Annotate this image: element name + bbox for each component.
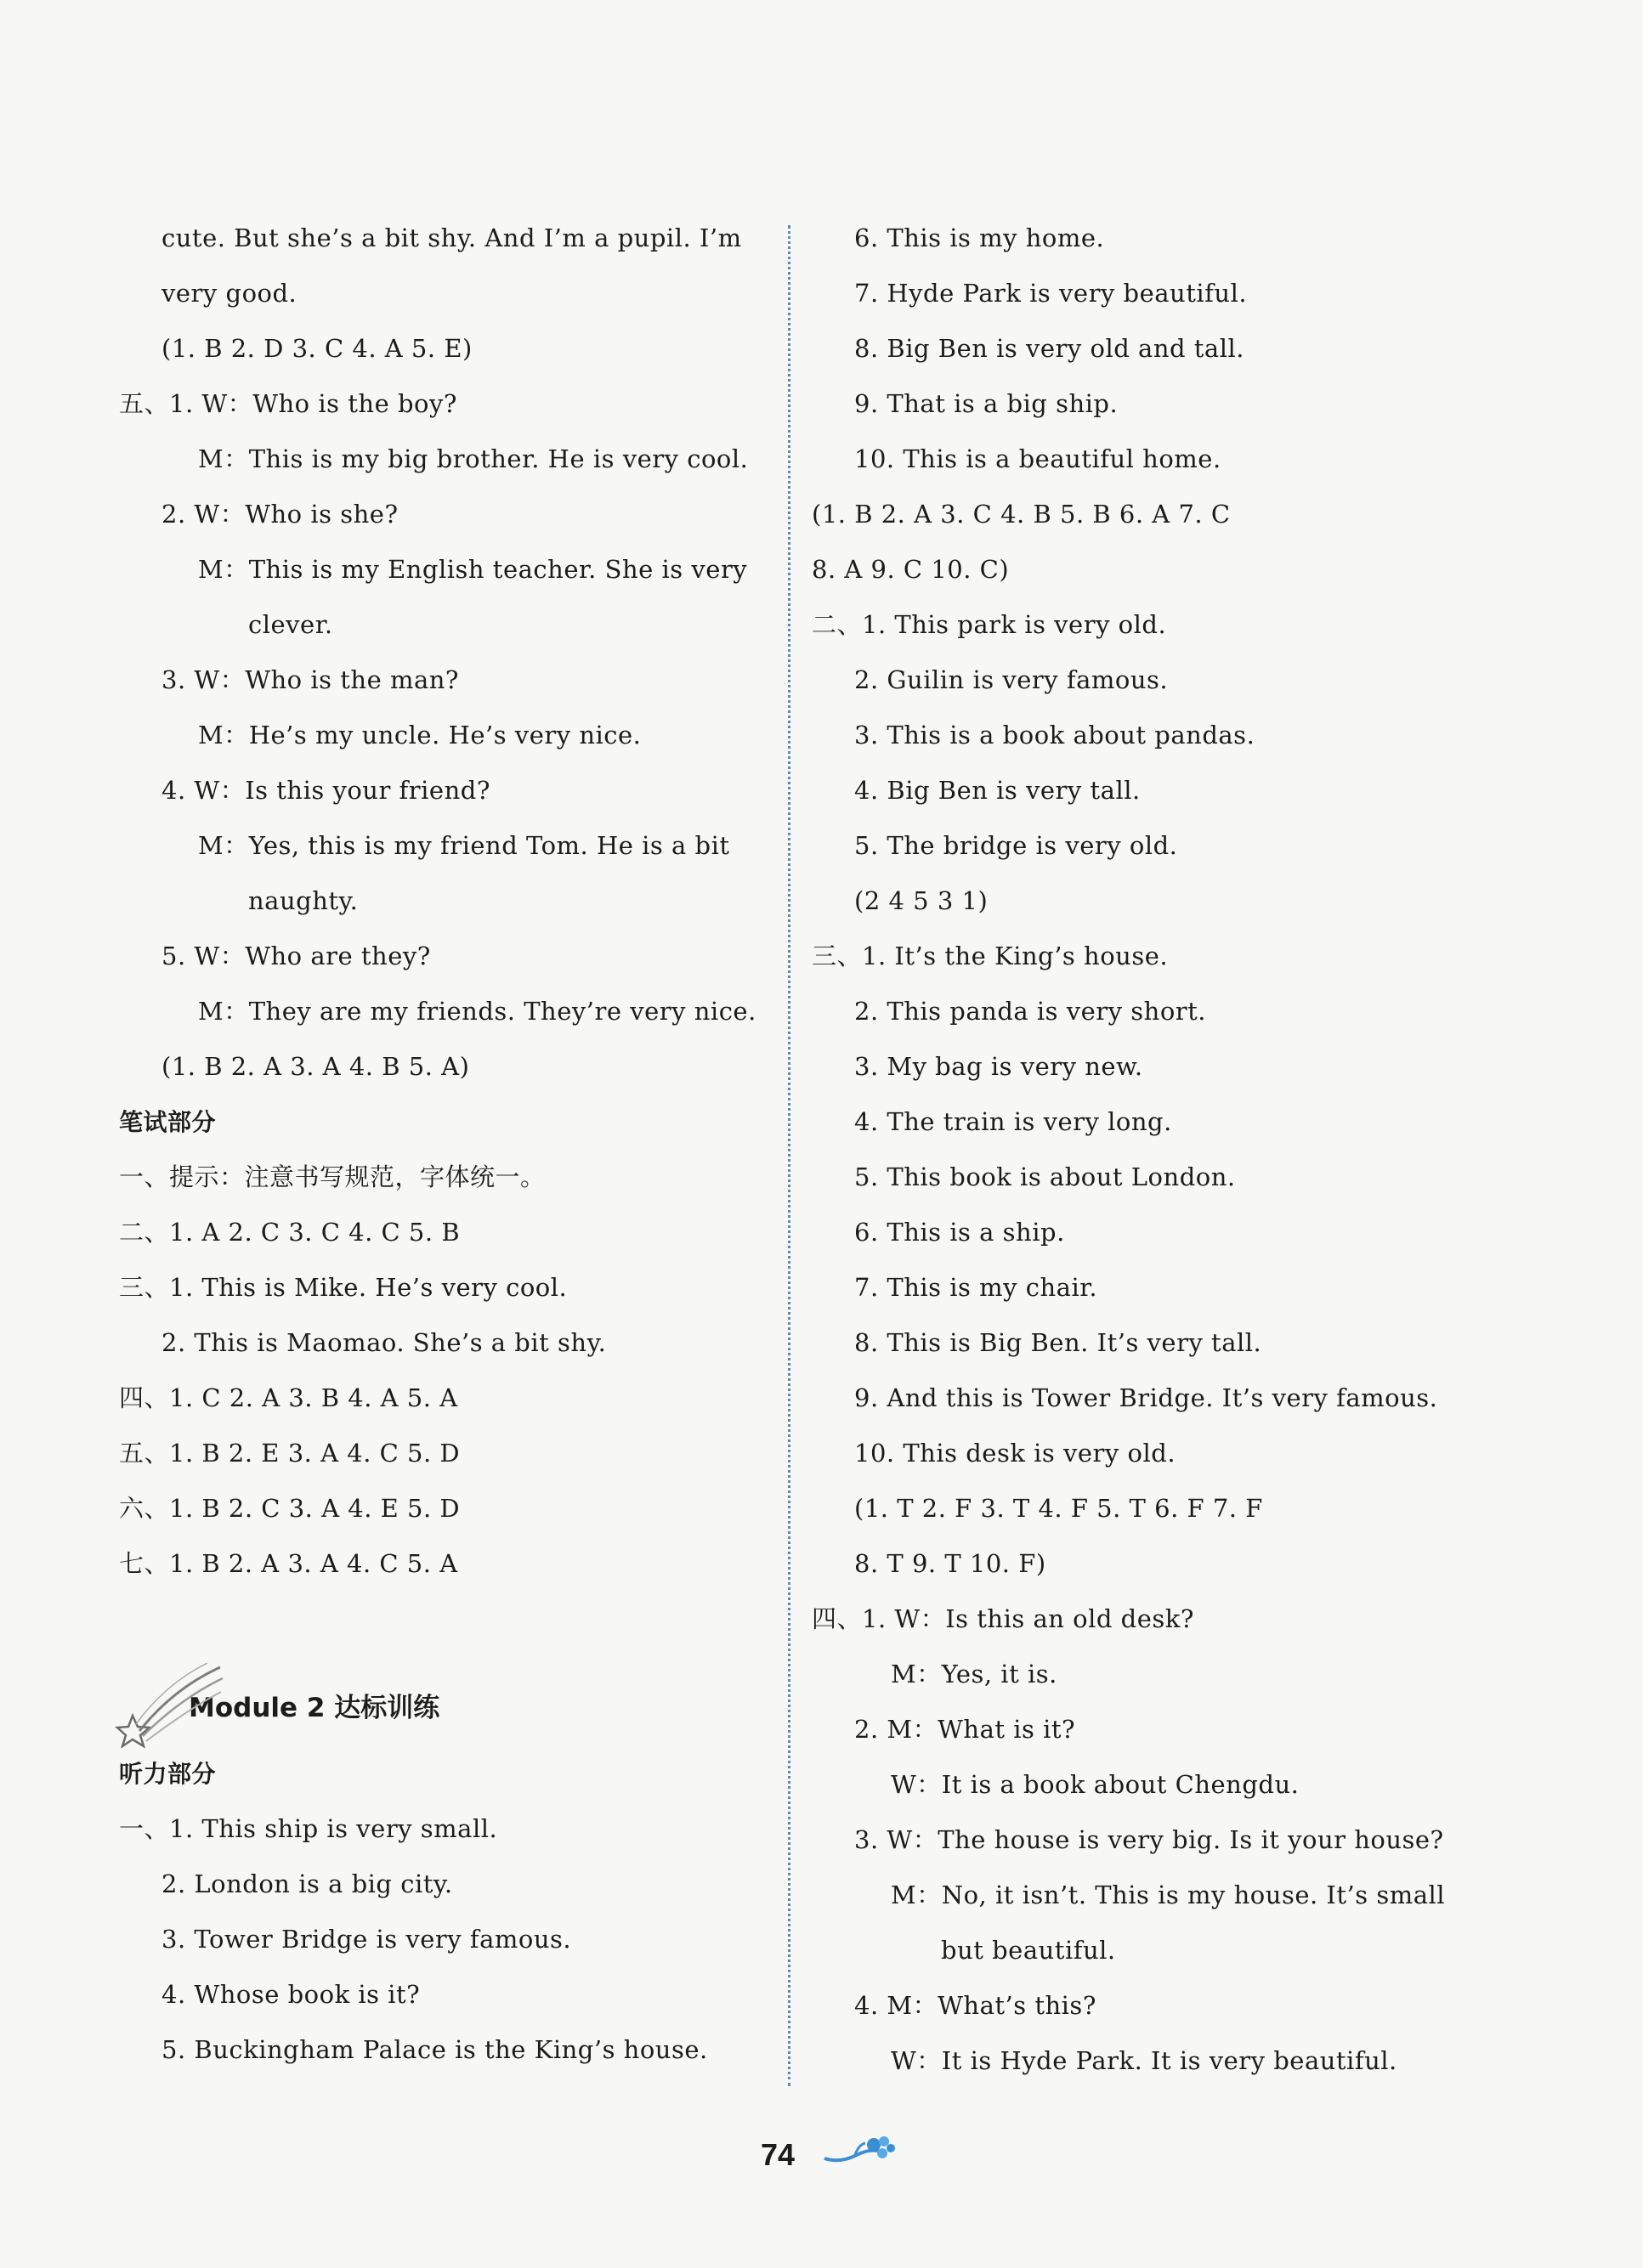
section-2-q1: 二、1. This park is very old. — [812, 610, 1167, 639]
column-divider — [788, 225, 790, 2086]
dialogue-line: M：They are my friends. They’re very nice. — [198, 997, 756, 1026]
section-5-answers: 五、1. B 2. E 3. A 4. C 5. D — [119, 1439, 461, 1468]
listening-q4: 4. Whose book is it? — [161, 1980, 421, 2009]
section-3-q5: 5. This book is about London. — [854, 1162, 1236, 1191]
dialogue-q2: 2. W：Who is she? — [161, 500, 399, 529]
flower-vine-icon — [823, 2133, 899, 2175]
section-5-q1: 五、1. W：Who is the boy? — [119, 389, 457, 418]
listening-q7: 7. Hyde Park is very beautiful. — [854, 279, 1248, 308]
section-2-q3: 3. This is a book about pandas. — [854, 721, 1255, 749]
section-4-answers: 四、1. C 2. A 3. B 4. A 5. A — [119, 1383, 458, 1412]
dialogue-line: M：Yes, this is my friend Tom. He is a bit — [198, 831, 730, 860]
answer-line: 8. T 9. T 10. F) — [854, 1549, 1046, 1578]
listening-q10: 10. This is a beautiful home. — [854, 444, 1221, 473]
listening-q5: 5. Buckingham Palace is the King’s house. — [161, 2035, 708, 2064]
section-1-hint: 一、提示：注意书写规范，字体统一。 — [119, 1162, 546, 1191]
right-column — [812, 211, 1492, 2089]
section-7-answers: 七、1. B 2. A 3. A 4. C 5. A — [119, 1549, 458, 1578]
dialogue-continuation: clever. — [248, 610, 333, 639]
dialogue-q3: 3. W：Who is the man? — [161, 665, 459, 694]
answer-line: (1. B 2. D 3. C 4. A 5. E) — [161, 334, 473, 363]
listening-q3: 3. Tower Bridge is very famous. — [161, 1925, 572, 1954]
section-3-q3: 3. My bag is very new. — [854, 1052, 1143, 1081]
dialogue-q5: 5. W：Who are they? — [161, 942, 431, 970]
dialogue-line: M：Yes, it is. — [891, 1660, 1057, 1688]
shooting-star-icon — [114, 1663, 224, 1748]
section-3-q1: 三、1. It’s the King’s house. — [812, 942, 1169, 970]
section-3-q7: 7. This is my chair. — [854, 1273, 1098, 1302]
section-3-q10: 10. This desk is very old. — [854, 1439, 1176, 1468]
section-heading-written: 笔试部分 — [119, 1108, 217, 1136]
section-3-q8: 8. This is Big Ben. It’s very tall. — [854, 1328, 1262, 1357]
dialogue-q4: 4. W：Is this your friend? — [161, 776, 490, 805]
section-3-q2: 2. This panda is very short. — [854, 997, 1207, 1026]
answer-line: (1. T 2. F 3. T 4. F 5. T 6. F 7. F — [854, 1494, 1263, 1523]
section-3-q4: 4. The train is very long. — [854, 1107, 1172, 1136]
section-2-q4: 4. Big Ben is very tall. — [854, 776, 1141, 805]
section-3-q1: 三、1. This is Mike. He’s very cool. — [119, 1273, 568, 1302]
listening-q1: 一、1. This ship is very small. — [119, 1814, 498, 1843]
listening-q9: 9. That is a big ship. — [854, 389, 1119, 418]
dialogue-line: M：This is my big brother. He is very cool. — [198, 444, 749, 473]
dialogue-line: W：It is a book about Chengdu. — [891, 1770, 1300, 1799]
section-4-q4: 4. M：What’s this? — [854, 1991, 1096, 2020]
dialogue-line: M：This is my English teacher. She is very — [198, 555, 748, 584]
dialogue-continuation: but beautiful. — [941, 1936, 1116, 1965]
section-4-q2: 2. M：What is it? — [854, 1715, 1076, 1744]
section-2-q5: 5. The bridge is very old. — [854, 831, 1178, 860]
section-2-q2: 2. Guilin is very famous. — [854, 665, 1169, 694]
answer-line: (2 4 5 3 1) — [854, 886, 989, 915]
text-line: very good. — [161, 279, 297, 308]
dialogue-line: W：It is Hyde Park. It is very beautiful. — [891, 2046, 1397, 2075]
answer-line: (1. B 2. A 3. A 4. B 5. A) — [161, 1052, 470, 1081]
module-title-text: Module 2 达标训练 — [189, 1693, 440, 1723]
text-line: cute. But she’s a bit shy. And I’m a pupil. I’m — [161, 223, 742, 252]
section-4-q3: 3. W：The house is very big. Is it your house? — [854, 1825, 1444, 1854]
section-2-answers: 二、1. A 2. C 3. C 4. C 5. B — [119, 1218, 461, 1247]
listening-q6: 6. This is my home. — [854, 223, 1105, 252]
dialogue-line: M：He’s my uncle. He’s very nice. — [198, 721, 642, 749]
section-3-q9: 9. And this is Tower Bridge. It’s very famous. — [854, 1383, 1438, 1412]
dialogue-continuation: naughty. — [248, 886, 359, 915]
section-4-q1: 四、1. W：Is this an old desk? — [812, 1604, 1194, 1633]
answer-line: (1. B 2. A 3. C 4. B 5. B 6. A 7. C — [812, 500, 1231, 529]
answer-line: 8. A 9. C 10. C) — [812, 555, 1010, 584]
section-3-q2: 2. This is Maomao. She’s a bit shy. — [161, 1328, 607, 1357]
section-6-answers: 六、1. B 2. C 3. A 4. E 5. D — [119, 1494, 461, 1523]
section-heading-listening: 听力部分 — [119, 1760, 217, 1788]
listening-q8: 8. Big Ben is very old and tall. — [854, 334, 1244, 363]
page-number: 74 — [761, 2137, 796, 2172]
dialogue-line: M：No, it isn’t. This is my house. It’s small — [891, 1881, 1446, 1909]
section-3-q6: 6. This is a ship. — [854, 1218, 1065, 1247]
module-title — [119, 1670, 773, 1746]
left-column — [119, 211, 773, 2078]
listening-q2: 2. London is a big city. — [161, 1869, 453, 1898]
